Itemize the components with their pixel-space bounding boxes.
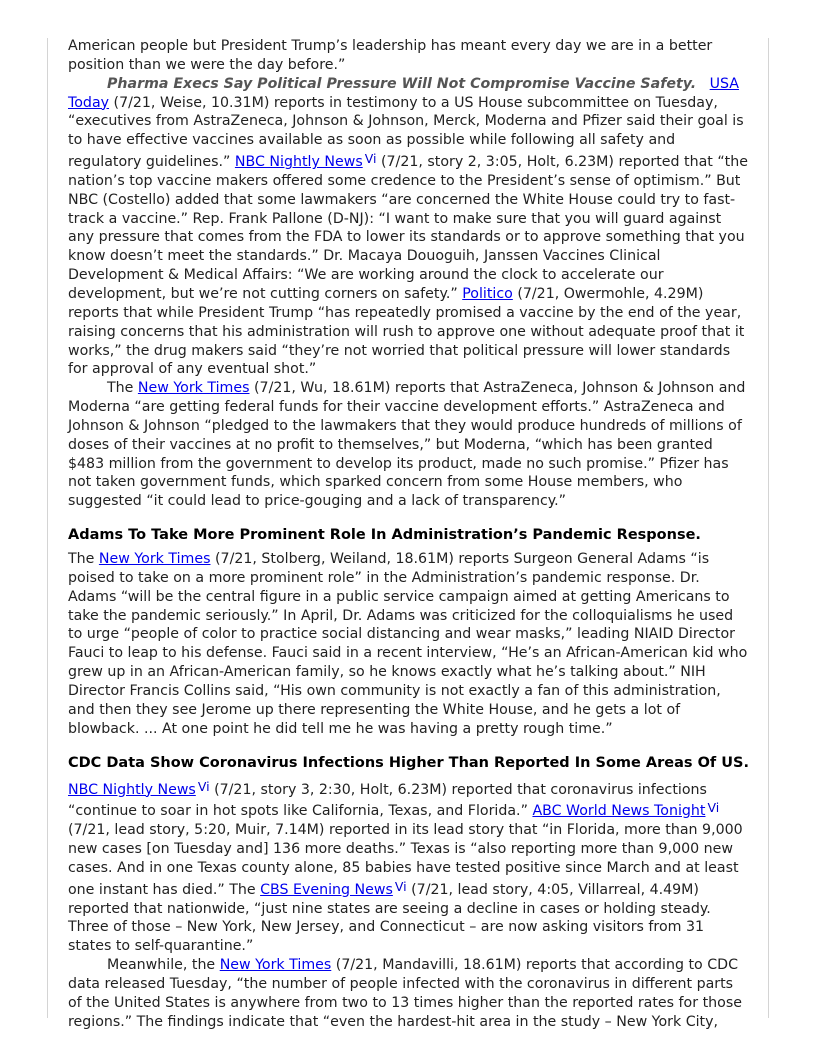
link-new-york-times[interactable]: New York Times: [98, 551, 211, 568]
article-body: [68, 37, 750, 1032]
paragraph-adams: The New York Times (7/21, Stolberg, Weiland, 18.61M) reports Surgeon General Adams “is poised to take on a more prominent role” in the Administration’s pandemic response. Dr. Adams “will be the central figure in a public service campaign aimed at getting Americans to take the pandemic seriously.” In April, Dr. Adams was criticized for the colloquialisms he used to urge “people of color to practice social distancing and wear masks,” leading NIAID Director Fauci to leap to his defense. Fauci said in a recent interview, “He’s an African-American kid who grew up in an African-American family, so he knows exactly what he’s talking about.” NIH Director Francis Collins said, “His own community is not exactly a fan of this administration, and then they see Jerome up there representing the White House, and he gets a lot of blowback. ... At one point he did tell me he was having a pretty rough time.”: [68, 551, 748, 737]
paragraph-federal-funds: The New York Times (7/21, Wu, 18.61M) reports that AstraZeneca, Johnson & Johnson and Moderna “are getting federal funds for their vaccine development efforts.” AstraZeneca and Johnson & Johnson “pledged to the lawmakers that they would produce hundreds of millions of doses of their vaccines at no profit to themselves,” but Moderna, “which has been granted $483 million from the government to develop its product, made no such promise.” Pfizer has not taken government funds, which sparked concern from some House members, who suggested “it could lead to price-gouging and a lack of transparency.”: [68, 380, 746, 510]
section-heading-cdc-data: CDC Data Show Coronavirus Infections Higher Than Reported In Some Areas Of US.: [68, 754, 749, 771]
video-icon[interactable]: Vi: [394, 878, 407, 894]
left-margin-rule: [47, 38, 48, 1018]
paragraph-cdc-study: Meanwhile, the New York Times (7/21, Mandavilli, 18.61M) reports that according to CDC data released Tuesday, “the number of people infected with the coronavirus in different parts of the United States is anywhere from two to 13 times higher than the reported rates for those regions.” The findings indicate that “even the hardest-hit area in the study – New York City,: [68, 957, 742, 1030]
link-nbc-nightly-news[interactable]: NBC Nightly News: [234, 154, 363, 171]
link-new-york-times[interactable]: New York Times: [219, 957, 332, 974]
paragraph-infections: NBC Nightly News Vi (7/21, story 3, 2:30, Holt, 6.23M) reported that coronavirus infections “continue to soar in hot spots like California, Texas, and Florida.” ABC World News Tonight Vi (7/21, lead story, 5:20, Muir, 7.14M) reported in its lead story that “in Florida, more than 9,000 new cases [on Tuesday and] 136 more deaths.” Texas is “also reporting more than 9,000 new cases. And in one Texas county alone, 85 babies have tested positive since March and at least one instant has died.” The CBS Evening News Vi (7/21, lead story, 4:05, Villarreal, 4.49M) reported that nationwide, “just nine states are seeing a decline in cases or holding steady. Three of those – New York, New Jersey, and Connecticut – are now asking visitors from 31 states to self-quarantine.”: [68, 778, 743, 955]
link-new-york-times[interactable]: New York Times: [137, 380, 250, 397]
link-cbs-evening-news[interactable]: CBS Evening News: [260, 881, 393, 898]
paragraph-continued: American people but President Trump’s leadership has meant every day we are in a better position than we were the day before.”: [68, 38, 713, 73]
section-heading-adams: Adams To Take More Prominent Role In Administration’s Pandemic Response.: [68, 527, 701, 544]
link-nbc-nightly-news[interactable]: NBC Nightly News: [68, 781, 196, 798]
right-margin-rule: [768, 38, 769, 1018]
video-icon[interactable]: Vi: [197, 778, 210, 794]
link-politico[interactable]: Politico: [462, 285, 513, 302]
video-icon[interactable]: Vi: [364, 151, 377, 167]
video-icon[interactable]: Vi: [707, 800, 720, 816]
paragraph-vaccine-safety: Pharma Execs Say Political Pressure Will Not Compromise Vaccine Safety. USA Today (7/21, Weise, 10.31M) reports in testimony to a US House subcommittee on Tuesday, “executives from AstraZeneca, Johnson & Johnson, Merck, Moderna and Pfizer said their goal is to have effective vaccines available as soon as possible while following all safety and regulatory guidelines.” NBC Nightly News Vi (7/21, story 2, 3:05, Holt, 6.23M) reported that “the nation’s top vaccine makers offered some credence to the President’s sense of optimism.” But NBC (Costello) added that some lawmakers “are concerned the White House could try to fast-track a vaccine.” Rep. Frank Pallone (D-NJ): “I want to make sure that you will guard against any pressure that comes from the FDA to lower its standards or to approve something that you know doesn’t meet the standards.” Dr. Macaya Douoguih, Janssen Vaccines Clinical Development & Medical Affairs: “We are working around the clock to accelerate our development, but we’re not cutting corners on safety.” Politico (7/21, Owermohle, 4.29M) reports that while President Trump “has repeatedly promised a vaccine by the end of the year, raising concerns that his administration will rush to approve one without adequate proof that it works,” the drug makers said “they’re not worried that political pressure will lower standards for approval of any eventual shot.”: [68, 75, 748, 378]
lead-headline: Pharma Execs Say Political Pressure Will Not Compromise Vaccine Safety.: [107, 75, 697, 92]
link-abc-world-news-tonight[interactable]: ABC World News Tonight: [532, 803, 706, 820]
link-usa-today[interactable]: USA Today: [68, 75, 740, 111]
